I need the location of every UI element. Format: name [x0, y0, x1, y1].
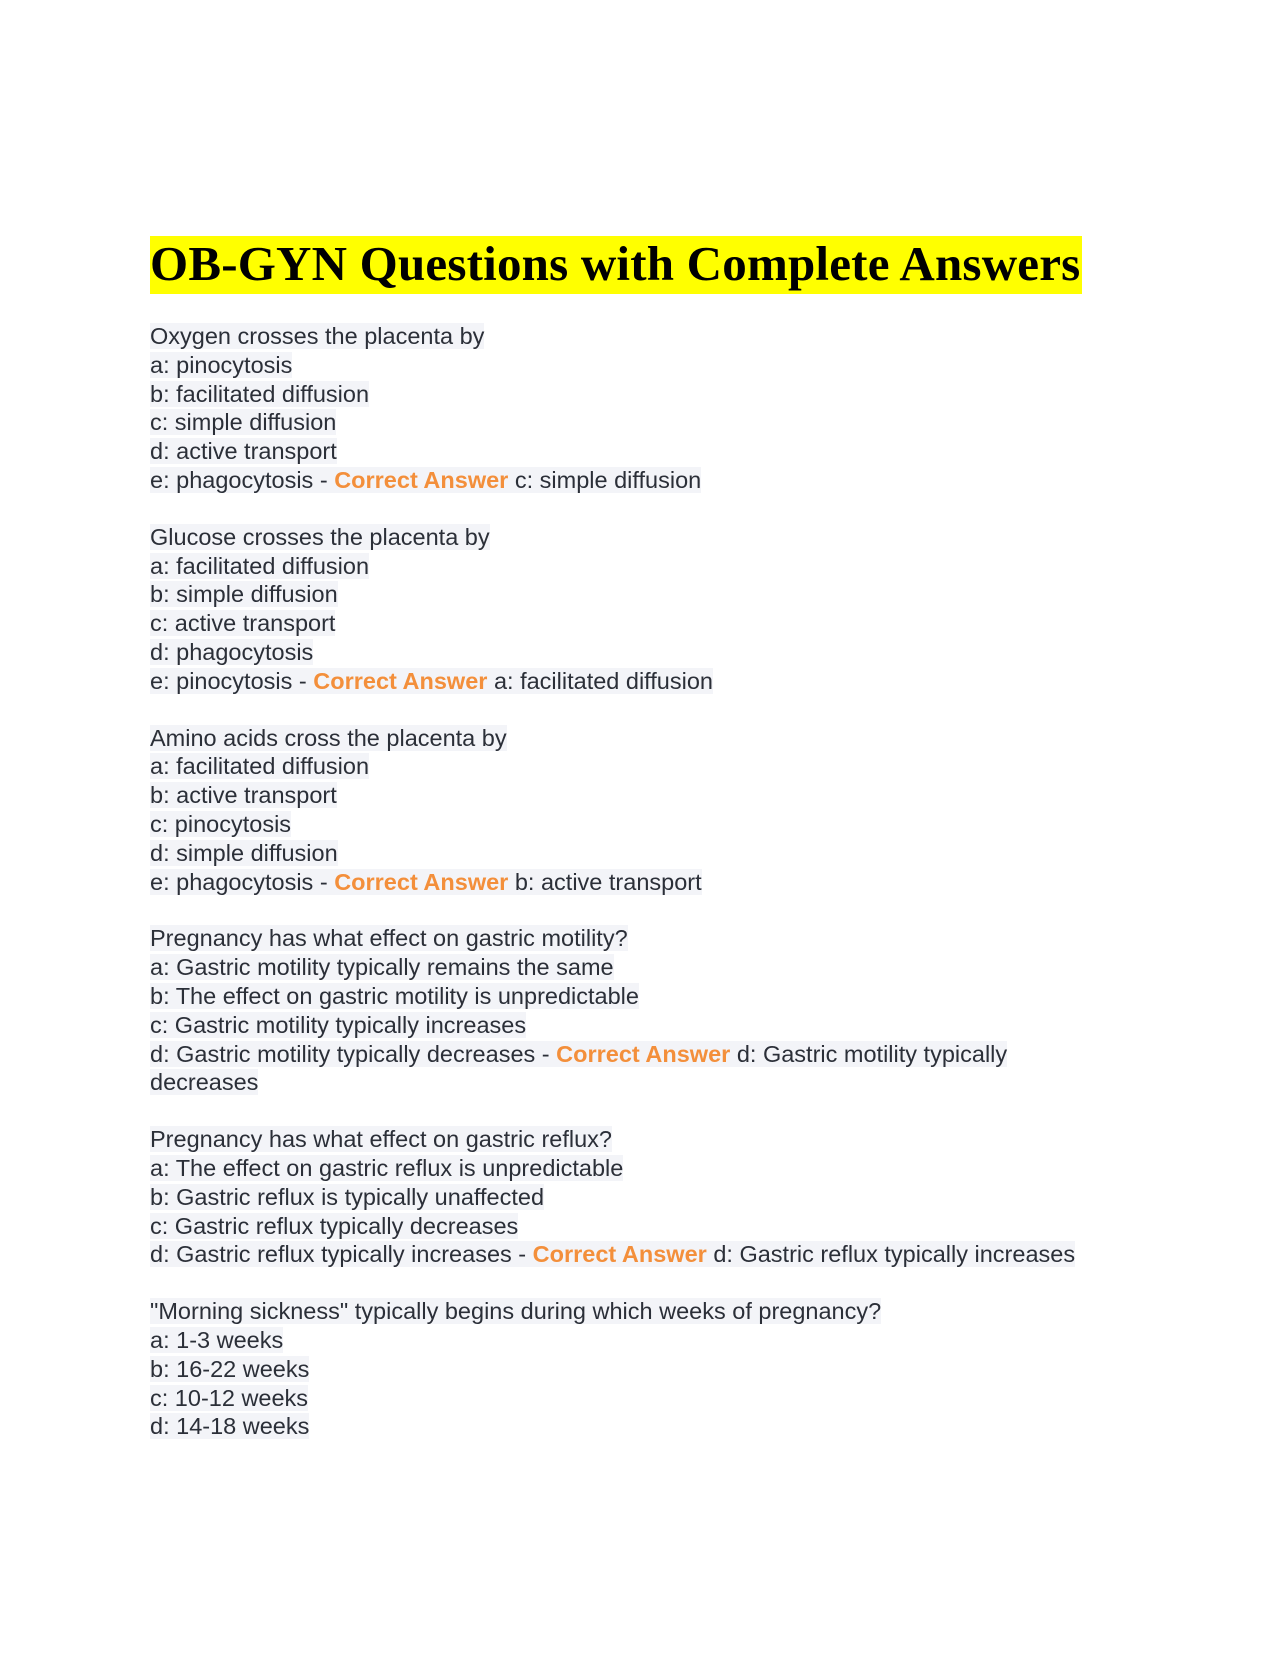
answer-option: d: active transport: [150, 438, 337, 465]
answer-option: c: Gastric motility typically increases: [150, 1011, 527, 1038]
question-text: "Morning sickness" typically begins during which weeks of pregnancy?: [150, 1298, 882, 1325]
answer-line: [150, 466, 1110, 495]
correct-answer-text: b: active transport: [514, 868, 702, 895]
correct-answer-label: Correct Answer: [556, 1040, 731, 1067]
answer-option: b: facilitated diffusion: [150, 380, 370, 407]
separator: -: [511, 1241, 533, 1268]
correct-answer-text: d: Gastric reflux typically increases: [713, 1241, 1076, 1268]
question-text: Oxygen crosses the placenta by: [150, 323, 485, 349]
question-block: [150, 724, 1110, 897]
correct-answer-label: Correct Answer: [334, 466, 509, 493]
question-block: [150, 322, 1110, 495]
answer-option: a: pinocytosis: [150, 351, 293, 378]
correct-answer-text: a: facilitated diffusion: [493, 667, 713, 694]
answer-option: c: 10-12 weeks: [150, 1384, 309, 1411]
answer-option: c: pinocytosis: [150, 810, 292, 837]
document-page: [150, 236, 1110, 1469]
question-text: Glucose crosses the placenta by: [150, 523, 490, 550]
answer-option: c: Gastric reflux typically decreases: [150, 1212, 519, 1239]
answer-option: e: pinocytosis: [150, 667, 293, 694]
answer-option: a: The effect on gastric reflux is unpredictable: [150, 1154, 624, 1181]
answer-option: b: Gastric reflux is typically unaffected: [150, 1183, 545, 1210]
question-block: [150, 523, 1110, 696]
separator: -: [292, 667, 314, 694]
answer-line: [150, 1240, 1110, 1269]
answer-line: [150, 868, 1110, 897]
answer-option: d: Gastric reflux typically increases: [150, 1241, 512, 1268]
separator: -: [535, 1040, 557, 1067]
question-text: Amino acids cross the placenta by: [150, 724, 507, 751]
answer-option: c: simple diffusion: [150, 409, 337, 436]
correct-answer-label: Correct Answer: [313, 667, 488, 694]
question-text: Pregnancy has what effect on gastric reflux?: [150, 1126, 612, 1153]
correct-answer-text: d: Gastric motility typically decreases: [150, 1040, 1008, 1096]
correct-answer-label: Correct Answer: [334, 868, 509, 895]
answer-option: a: facilitated diffusion: [150, 552, 370, 579]
question-block: [150, 924, 1110, 1097]
answer-option: b: simple diffusion: [150, 581, 338, 608]
page-title: OB-GYN Questions with Complete Answers: [150, 236, 1082, 294]
answer-option: d: phagocytosis: [150, 638, 314, 665]
answer-option: b: active transport: [150, 782, 337, 809]
answer-option: d: simple diffusion: [150, 839, 338, 866]
correct-answer-text: c: simple diffusion: [514, 466, 702, 493]
question-text: Pregnancy has what effect on gastric motility?: [150, 925, 628, 952]
answer-option: e: phagocytosis: [150, 868, 314, 895]
qa-list: [150, 322, 1110, 1441]
question-block: [150, 1297, 1110, 1441]
answer-option: a: facilitated diffusion: [150, 753, 370, 780]
answer-option: d: Gastric motility typically decreases: [150, 1040, 536, 1067]
answer-option: e: phagocytosis: [150, 466, 314, 493]
question-block: [150, 1125, 1110, 1269]
answer-option: a: 1-3 weeks: [150, 1326, 284, 1353]
answer-option: a: Gastric motility typically remains the same: [150, 954, 614, 981]
answer-line: [150, 667, 1110, 696]
answer-option: b: The effect on gastric motility is unpredictable: [150, 982, 639, 1009]
separator: -: [313, 466, 335, 493]
answer-option: b: 16-22 weeks: [150, 1355, 310, 1382]
answer-line: [150, 1040, 1110, 1098]
correct-answer-label: Correct Answer: [532, 1241, 707, 1268]
answer-option: d: 14-18 weeks: [150, 1413, 310, 1440]
answer-option: c: active transport: [150, 610, 336, 637]
separator: -: [313, 868, 335, 895]
